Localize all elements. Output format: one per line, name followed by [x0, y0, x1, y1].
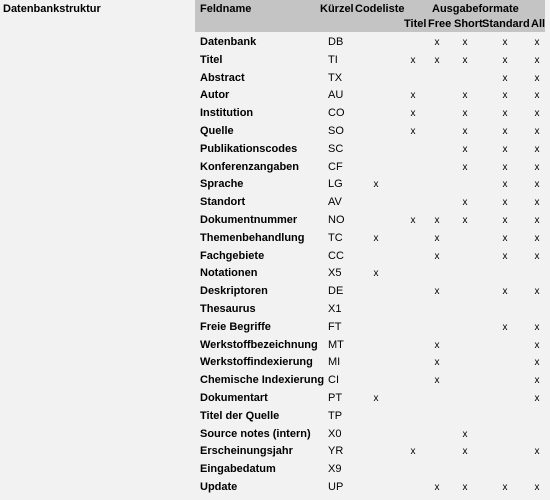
mark-free: x [434, 375, 440, 387]
table-row [195, 159, 545, 177]
field-code: X9 [328, 463, 342, 476]
table-row [195, 408, 545, 426]
mark-codeliste: x [373, 392, 379, 404]
mark-standard [500, 443, 510, 461]
mark-standard [500, 390, 510, 408]
field-name: Erscheinungsjahr [200, 445, 293, 458]
mark-titel [408, 194, 418, 212]
mark-free: x [434, 214, 440, 226]
mark-free [432, 426, 442, 444]
mark-short [460, 372, 470, 390]
field-name: Chemische Indexierung [200, 374, 325, 387]
mark-standard: x [502, 54, 508, 66]
mark-codeliste [371, 443, 381, 461]
field-name: Publikationscodes [200, 142, 298, 155]
mark-short [460, 265, 470, 283]
field-name: Thesaurus [200, 302, 256, 315]
table-row [195, 443, 545, 461]
table-row [195, 212, 545, 230]
mark-all: x [534, 481, 540, 493]
mark-short: x [462, 125, 468, 137]
mark-all: x [534, 125, 540, 137]
mark-standard [500, 301, 510, 319]
mark-free: x [434, 339, 440, 351]
mark-codeliste [371, 319, 381, 337]
mark-free [432, 461, 442, 479]
mark-all: x [534, 250, 540, 262]
field-name: Source notes (intern) [200, 427, 311, 440]
table-row [195, 283, 545, 301]
field-name: Abstract [200, 71, 245, 84]
mark-short [460, 319, 470, 337]
mark-standard: x [502, 321, 508, 333]
mark-codeliste: x [373, 179, 379, 191]
mark-all: x [534, 375, 540, 387]
mark-free: x [434, 286, 440, 298]
mark-all: x [534, 392, 540, 404]
table-row [195, 248, 545, 266]
mark-titel [408, 426, 418, 444]
table-row [195, 176, 545, 194]
field-name: Deskriptoren [200, 285, 268, 298]
field-name: Eingabedatum [200, 463, 276, 476]
field-code: TI [328, 53, 338, 66]
mark-all: x [534, 321, 540, 333]
field-name: Datenbank [200, 36, 257, 48]
mark-titel [408, 176, 418, 194]
mark-short [460, 283, 470, 301]
mark-standard [500, 372, 510, 390]
mark-codeliste [371, 194, 381, 212]
mark-short [460, 230, 470, 248]
header-ausgabeformate: Ausgabeformate [432, 3, 519, 15]
table-row [195, 319, 545, 337]
field-name: Sprache [200, 178, 244, 191]
field-name: Werkstoffindexierung [200, 356, 313, 369]
mark-free: x [434, 481, 440, 493]
table-row [195, 105, 545, 123]
field-code: FT [328, 320, 342, 333]
mark-all: x [534, 54, 540, 66]
mark-free [432, 265, 442, 283]
mark-standard: x [502, 286, 508, 298]
mark-short: x [462, 90, 468, 102]
mark-all: x [534, 161, 540, 173]
mark-all: x [534, 357, 540, 369]
field-code: DB [328, 36, 344, 48]
mark-codeliste [371, 141, 381, 159]
mark-all [532, 461, 542, 479]
mark-free [432, 159, 442, 177]
mark-standard [500, 265, 510, 283]
mark-titel: x [410, 108, 416, 120]
field-code: DE [328, 285, 344, 298]
table-row [195, 301, 545, 319]
mark-titel: x [410, 446, 416, 458]
mark-titel [408, 141, 418, 159]
mark-free [432, 408, 442, 426]
table-header [195, 0, 545, 32]
mark-all: x [534, 339, 540, 351]
section-title: Datenbankstruktur [3, 3, 101, 15]
mark-titel [408, 390, 418, 408]
field-name: Quelle [200, 124, 234, 137]
mark-short: x [462, 197, 468, 209]
mark-free: x [434, 37, 440, 48]
table-body [195, 34, 545, 497]
table-row [195, 87, 545, 105]
field-code: UP [328, 480, 344, 493]
mark-standard [500, 408, 510, 426]
mark-titel [408, 283, 418, 301]
table-row [195, 372, 545, 390]
mark-codeliste [371, 301, 381, 319]
mark-all: x [534, 143, 540, 155]
mark-short [460, 248, 470, 266]
header-standard: Standard [482, 18, 530, 30]
table-row [195, 390, 545, 408]
table-row [195, 194, 545, 212]
field-code: YR [328, 445, 344, 458]
mark-all: x [534, 108, 540, 120]
mark-short: x [462, 108, 468, 120]
mark-standard: x [502, 232, 508, 244]
field-name: Update [200, 480, 238, 493]
table-row [195, 337, 545, 355]
mark-free: x [434, 357, 440, 369]
mark-titel [408, 248, 418, 266]
database-structure-table [195, 0, 550, 500]
mark-all: x [534, 90, 540, 102]
mark-codeliste [371, 426, 381, 444]
mark-free: x [434, 54, 440, 66]
mark-standard: x [502, 179, 508, 191]
mark-titel [408, 408, 418, 426]
field-code: X1 [328, 302, 342, 315]
mark-free [432, 301, 442, 319]
mark-codeliste [371, 52, 381, 70]
mark-free [432, 87, 442, 105]
mark-standard: x [502, 108, 508, 120]
field-code: MT [328, 338, 344, 351]
field-code: AU [328, 89, 344, 102]
field-name: Dokumentnummer [200, 213, 298, 226]
mark-codeliste [371, 87, 381, 105]
mark-short [460, 461, 470, 479]
table-row [195, 70, 545, 88]
header-titel: Titel [404, 18, 427, 30]
field-name: Standort [200, 196, 246, 209]
field-name: Fachgebiete [200, 249, 265, 262]
table-row [195, 461, 545, 479]
mark-short: x [462, 481, 468, 493]
mark-titel [408, 319, 418, 337]
mark-codeliste [371, 159, 381, 177]
mark-codeliste [371, 479, 381, 497]
field-code: AV [328, 196, 342, 209]
mark-standard [500, 354, 510, 372]
field-code: X5 [328, 267, 342, 280]
mark-standard: x [502, 125, 508, 137]
field-code: SO [328, 124, 344, 137]
mark-free [432, 319, 442, 337]
mark-all [532, 408, 542, 426]
mark-titel [408, 265, 418, 283]
mark-titel [408, 70, 418, 88]
mark-standard: x [502, 481, 508, 493]
mark-standard: x [502, 214, 508, 226]
mark-short: x [462, 161, 468, 173]
mark-free [432, 105, 442, 123]
mark-codeliste: x [373, 232, 379, 244]
mark-free [432, 70, 442, 88]
mark-short [460, 70, 470, 88]
header-short: Short [454, 18, 483, 30]
field-code: TP [328, 409, 343, 422]
header-codeliste: Codeliste [355, 3, 405, 15]
field-name: Titel der Quelle [200, 409, 280, 422]
mark-all: x [534, 179, 540, 191]
field-code: X0 [328, 427, 342, 440]
mark-short: x [462, 143, 468, 155]
mark-short [460, 337, 470, 355]
table-row [195, 141, 545, 159]
field-code: CF [328, 160, 343, 173]
field-name: Notationen [200, 267, 258, 280]
mark-codeliste [371, 34, 381, 52]
mark-short: x [462, 446, 468, 458]
table-row [195, 123, 545, 141]
table-row [195, 52, 545, 70]
mark-standard: x [502, 250, 508, 262]
mark-codeliste [371, 372, 381, 390]
mark-standard: x [502, 197, 508, 209]
mark-short [460, 390, 470, 408]
mark-codeliste [371, 212, 381, 230]
table-row [195, 265, 545, 283]
mark-all: x [534, 214, 540, 226]
mark-titel [408, 159, 418, 177]
mark-codeliste [371, 123, 381, 141]
table-row [195, 479, 545, 497]
field-name: Freie Begriffe [200, 320, 271, 333]
mark-titel: x [410, 125, 416, 137]
table-row [195, 230, 545, 248]
mark-titel: x [410, 90, 416, 102]
mark-free [432, 194, 442, 212]
mark-standard: x [502, 37, 508, 48]
mark-free [432, 141, 442, 159]
field-name: Werkstoffbezeichnung [200, 338, 318, 351]
mark-codeliste [371, 248, 381, 266]
mark-all: x [534, 197, 540, 209]
mark-titel [408, 354, 418, 372]
mark-titel [408, 337, 418, 355]
field-code: SC [328, 142, 344, 155]
mark-codeliste: x [373, 268, 379, 280]
mark-titel: x [410, 54, 416, 66]
mark-standard: x [502, 90, 508, 102]
field-code: LG [328, 178, 343, 191]
mark-standard: x [502, 143, 508, 155]
field-code: CO [328, 107, 345, 120]
mark-codeliste [371, 105, 381, 123]
left-panel [0, 0, 195, 500]
mark-titel [408, 301, 418, 319]
header-free: Free [428, 18, 452, 30]
mark-codeliste [371, 337, 381, 355]
mark-all: x [534, 446, 540, 458]
mark-free [432, 443, 442, 461]
mark-short: x [462, 37, 468, 48]
table-row [195, 426, 545, 444]
mark-titel [408, 479, 418, 497]
table-row [195, 354, 545, 372]
mark-all: x [534, 232, 540, 244]
mark-all [532, 426, 542, 444]
mark-short [460, 301, 470, 319]
header-kuerzel: Kürzel [320, 3, 354, 15]
table-row [195, 34, 545, 52]
mark-free [432, 390, 442, 408]
field-code: MI [328, 356, 341, 369]
mark-free [432, 123, 442, 141]
header-feldname: Feldname [200, 3, 252, 15]
mark-titel [408, 34, 418, 52]
mark-short [460, 354, 470, 372]
field-name: Themenbehandlung [200, 231, 305, 244]
mark-titel [408, 230, 418, 248]
mark-standard [500, 461, 510, 479]
mark-standard [500, 337, 510, 355]
mark-titel [408, 372, 418, 390]
mark-all [532, 301, 542, 319]
mark-free [432, 176, 442, 194]
mark-codeliste [371, 408, 381, 426]
field-code: CC [328, 249, 344, 262]
field-name: Institution [200, 107, 254, 120]
field-name: Konferenzangaben [200, 160, 300, 173]
field-code: PT [328, 391, 343, 404]
mark-free: x [434, 232, 440, 244]
header-all: All [531, 18, 546, 30]
mark-all: x [534, 72, 540, 84]
mark-codeliste [371, 70, 381, 88]
mark-short: x [462, 428, 468, 440]
field-name: Autor [200, 89, 230, 102]
mark-codeliste [371, 461, 381, 479]
mark-all: x [534, 286, 540, 298]
mark-short: x [462, 214, 468, 226]
mark-all [532, 265, 542, 283]
field-code: CI [328, 374, 339, 387]
field-code: TC [328, 231, 343, 244]
field-name: Dokumentart [200, 391, 268, 404]
mark-standard [500, 426, 510, 444]
mark-codeliste [371, 354, 381, 372]
mark-short [460, 408, 470, 426]
mark-short: x [462, 54, 468, 66]
mark-titel: x [410, 214, 416, 226]
mark-all: x [534, 37, 540, 48]
mark-codeliste [371, 283, 381, 301]
mark-free: x [434, 250, 440, 262]
field-code: NO [328, 213, 345, 226]
mark-standard: x [502, 72, 508, 84]
mark-standard: x [502, 161, 508, 173]
mark-titel [408, 461, 418, 479]
field-code: TX [328, 71, 343, 84]
mark-short [460, 176, 470, 194]
field-name: Titel [200, 53, 223, 66]
